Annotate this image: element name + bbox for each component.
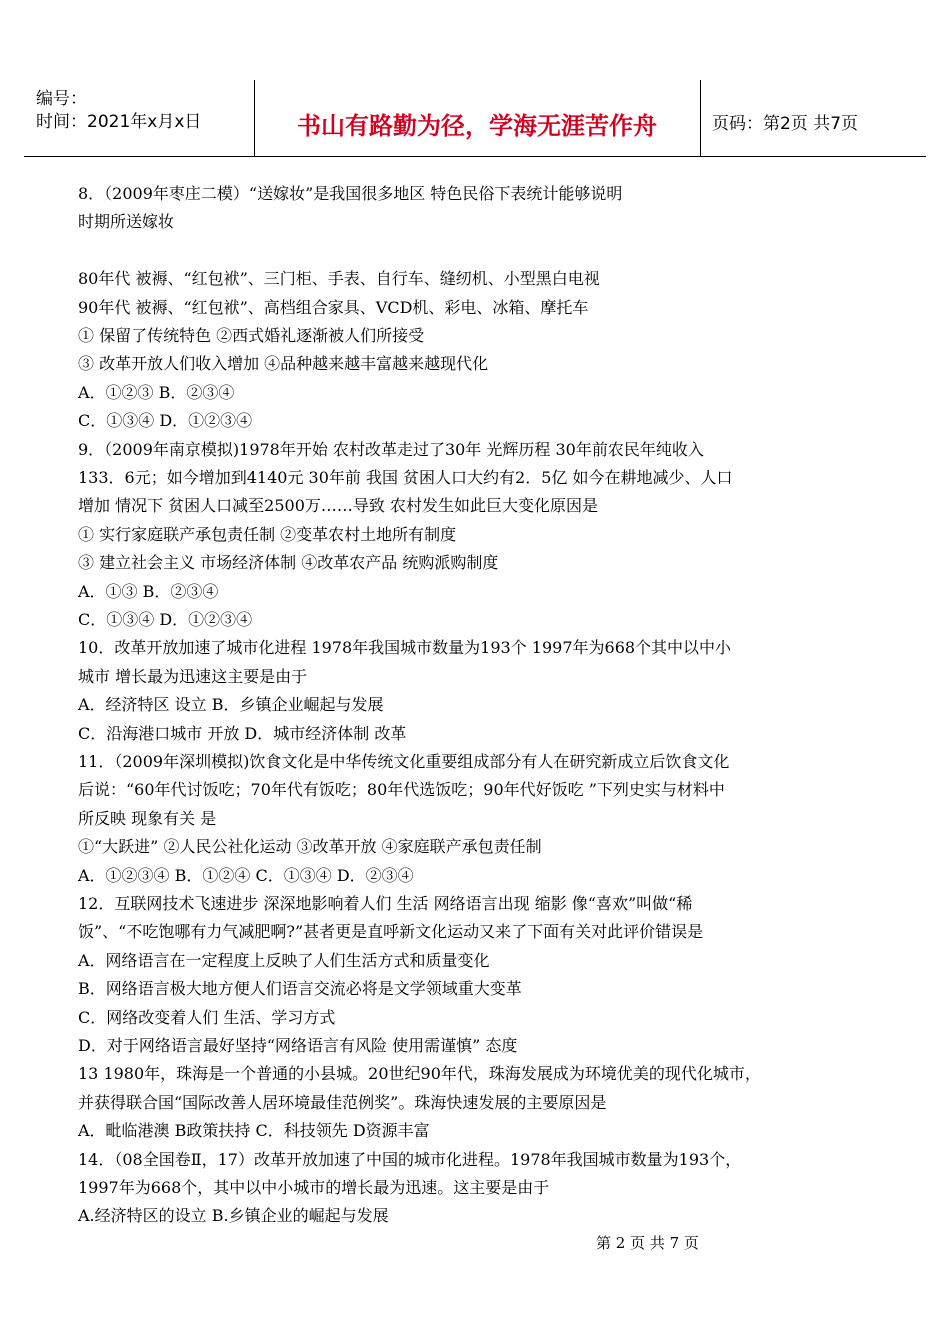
header-motto-cell: [254, 80, 701, 156]
text-line: 12．互联网技术飞速进步 深深地影响着人们 生活 网络语言出现 缩影 像“喜欢”叫做“稀: [78, 894, 693, 913]
text-line: 城市 增长最为迅速这主要是由于: [78, 666, 308, 686]
text-line: A．①③ B．②③④: [78, 581, 219, 601]
text-line: 133．6元；如今增加到4140元 30年前 我国 贫困人口大约有2．5亿 如今在耕地减少、人口: [78, 468, 733, 487]
text-line: B．网络语言极大地方便人们语言交流必将是文学领域重大变革: [78, 979, 522, 999]
text-line: A．①②③ B．②③④: [78, 382, 235, 402]
text-line: A.经济特区的设立 B.乡镇企业的崛起与发展: [78, 1206, 389, 1226]
page-footer: 第 2 页 共 7 页: [596, 1234, 699, 1252]
text-line: ① 保留了传统特色 ②西式婚礼逐渐被人们所接受: [78, 326, 425, 345]
text-line: 饭”、“不吃饱哪有力气减肥啊?”甚者更是直呼新文化运动又来了下面有关对此评价错误是: [78, 922, 704, 942]
text-line: 10．改革开放加速了城市化进程 1978年我国城市数量为193个 1997年为668个其中以中小: [78, 638, 732, 658]
text-line: 13 1980年，珠海是一个普通的小县城。20世纪90年代，珠海发展成为环境优美的现代化城市，: [78, 1064, 761, 1084]
text-line: 11．（2009年深圳模拟)饮食文化是中华传统文化重要组成部分有人在研究新成立后饮食文化: [78, 752, 730, 771]
header-right-cell: [700, 80, 926, 156]
text-line: C．①③④ D．①②③④: [78, 411, 253, 431]
motto: 书山有路勤为径，学海无涯苦作舟: [297, 112, 657, 140]
text-line: A．网络语言在一定程度上反映了人们生活方式和质量变化: [78, 950, 490, 970]
text-line: ① 实行家庭联产承包责任制 ②变革农村土地所有制度: [78, 524, 457, 544]
text-line: 时期所送嫁妆: [78, 212, 175, 232]
text-line: ③ 改革开放人们收入增加 ④品种越来越丰富越来越现代化: [78, 354, 489, 374]
text-line: 90年代 被褥、“红包袱”、高档组合家具、VCD机、彩电、冰箱、摩托车: [78, 297, 589, 317]
text-line: 增加 情况下 贫困人口减至2500万……导致 农村发生如此巨大变化原因是: [78, 496, 598, 516]
number-label: 编号：: [36, 89, 87, 109]
text-line: 所反映 现象有关 是: [78, 808, 217, 828]
text-line: ③ 建立社会主义 市场经济体制 ④改革农产品 统购派购制度: [78, 553, 499, 573]
text-line: 1997年为668个，其中以中小城市的增长最为迅速。这主要是由于: [78, 1178, 550, 1197]
text-line: 80年代 被褥、“红包袱”、三门柜、手表、自行车、缝纫机、小型黑白电视: [78, 269, 600, 289]
text-line: C．网络改变着人们 生活、学习方式: [78, 1007, 336, 1027]
page-header: [24, 80, 926, 157]
header-left-cell: [24, 80, 255, 156]
text-line: A．①②③④ B．①②④ C．①③④ D．②③④: [78, 865, 414, 885]
text-line: 并获得联合国“国际改善人居环境最佳范例奖”。珠海快速发展的主要原因是: [78, 1092, 607, 1112]
text-line: ①“大跃进” ②人民公社化运动 ③改革开放 ④家庭联产承包责任制: [78, 837, 542, 857]
text-line: 9．（2009年南京模拟)1978年开始 农村改革走过了30年 光辉历程 30年前农民年纯收入: [78, 439, 704, 459]
page-code: 页码：第2页 共7页: [712, 114, 859, 134]
text-line: A．经济特区 设立 B．乡镇企业崛起与发展: [78, 695, 384, 715]
text-line: A．毗临港澳 B政策扶持 C．科技领先 D资源丰富: [78, 1121, 430, 1141]
text-line: D．对于网络语言最好坚持“网络语言有风险 使用需谨慎” 态度: [78, 1036, 518, 1055]
text-line: 14．（08全国卷Ⅱ，17）改革开放加速了中国的城市化进程。1978年我国城市数量为193个，: [78, 1149, 742, 1169]
text-line: C．沿海港口城市 开放 D．城市经济体制 改革: [78, 723, 407, 743]
text-line: 8．（2009年枣庄二模）“送嫁妆”是我国很多地区 特色民俗下表统计能够说明: [78, 184, 623, 203]
time-label: 时间：2021年x月x日: [36, 112, 202, 132]
text-line: C．①③④ D．①②③④: [78, 610, 253, 629]
text-line: 后说：“60年代讨饭吃；70年代有饭吃；80年代选饭吃；90年代好饭吃 ”下列史实与材料中: [78, 780, 725, 800]
